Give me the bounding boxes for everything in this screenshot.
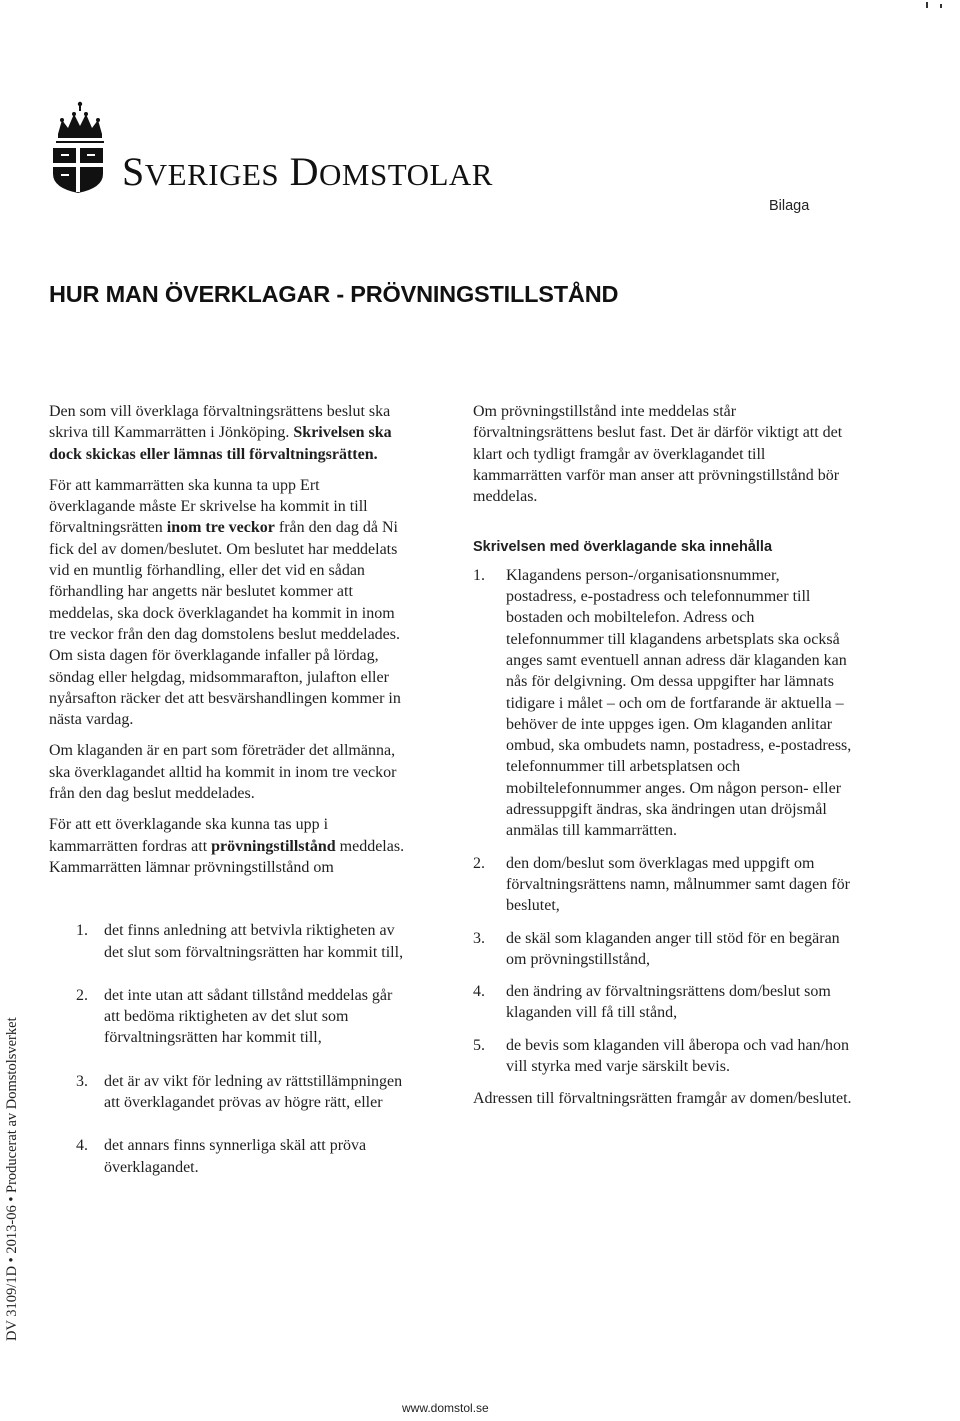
list-item: 4. det annars finns synnerliga skäl att pröva överklagandet. [76, 1137, 367, 1176]
list-item: 3. det är av vikt för ledning av rättstillämpningen att överklagandet prövas av högre rätt, eller [76, 1072, 403, 1112]
brand-name: SVERIGES DOMSTOLAR [122, 149, 493, 194]
production-note: DV 3109/1D • 2013-06 • Producerat av Domstolsverket [4, 1017, 20, 1341]
list-item: 4. den ändring av förvaltningsrättens dom/beslut som klaganden vill få till stånd, [473, 983, 831, 1022]
closing-paragraph: Adressen till förvaltningsrätten framgår av domen/beslutet. [473, 1090, 852, 1108]
list-item: 2. det inte utan att sådant tillstånd meddelas går att bedöma riktigheten av det slut som förvaltningsrätten har kommit till, [76, 986, 393, 1047]
public-party-paragraph: Om klaganden är en part som företräder det allmänna, ska överklagandet alltid ha kommit in inom tre veckor från den dag beslut meddelades. [49, 742, 397, 803]
list-item: 3. de skäl som klaganden anger till stöd för en begäran om prövningstillstånd, [473, 929, 840, 968]
leave-conditions-list [49, 920, 405, 1178]
left-column [49, 401, 405, 1200]
right-column [473, 401, 853, 1120]
denied-leave-paragraph: Om prövningstillstånd inte meddelas står förvaltningsrättens beslut fast. Det är därför viktigt att det klart och tydligt framgår av överklagandet till kammarrätten varför man anser att prövningstillstånd bör meddelas. [473, 403, 843, 506]
list-item: 5. de bevis som klaganden vill åberopa och vad han/hon vill styrka med varje särskilt bevis. [473, 1036, 850, 1076]
list-item: 1. Klagandens person-/organisationsnummer, postadress, e-postadress och telefonnummer till bostaden och mobiltelefon. Adress och telefonnummer till klagandens arbetsplats ska också anges samt eventuell annan adress där klaganden kan nås för delgivning. Om dessa uppgifter har lämnats tidigare i målet – och om de fortfarande är aktuella – behöver de inte uppges igen. Om klaganden anlitar ombud, ska ombudets namn, postadress, e-postadress, telefonnummer till arbetsplatsen och mobiltelefonnummer anges. Om någon person- eller adressuppgift ändras, ska ändringen utan dröjsmål anmälas till kammarrätten. [473, 566, 852, 840]
section-heading: Skrivelsen med överklagande ska innehålla [473, 539, 773, 556]
corner-mark [924, 0, 948, 10]
list-item: 1. det finns anledning att betvivla riktigheten av det slut som förvaltningsrätten har kommit till, [76, 922, 404, 961]
page-title: HUR MAN ÖVERKLAGAR - PRÖVNINGSTILLSTÅND [49, 281, 619, 307]
attachment-label: Bilaga [769, 198, 810, 214]
intro-paragraph: Den som vill överklaga förvaltningsrättens beslut ska skriva till Kammarrätten i Jönköping. Skrivelsen ska dock skickas eller lämnas till förvaltningsrätten. [49, 403, 392, 463]
deadline-paragraph: För att kammarrätten ska kunna ta upp Ert överklagande måste Er skrivelse ha kommit in till förvaltningsrätten inom tre veckor från den dag då Ni fick del av domen/beslutet. Om beslutet har meddelats vid en muntlig förhandling, eller det vid en sådan förhandling har angetts när beslutet kommer att meddelas, ska dock överklagandet ha kommit in inom tre veckor från den dag domstolens beslut meddelades. Om sista dagen för överklagande infaller på lördag, söndag eller helgdag, midsommarafton, julafton eller nyårsafton räcker det att besvärshandlingen kommer in nästa vardag. [49, 476, 401, 729]
leave-to-appeal-paragraph: För att ett överklagande ska kunna tas upp i kammarrätten fordras att prövningstillstånd meddelas. Kammarrätten lämnar prövningstillstånd om [49, 816, 405, 876]
appeal-contents-list [473, 565, 853, 1078]
footer-url: www.domstol.se [402, 1401, 489, 1415]
list-item: 2. den dom/beslut som överklagas med uppgift om förvaltningsrättens namn, målnummer samt dagen för beslutet, [473, 854, 850, 915]
domstol-crest-icon [50, 98, 106, 194]
